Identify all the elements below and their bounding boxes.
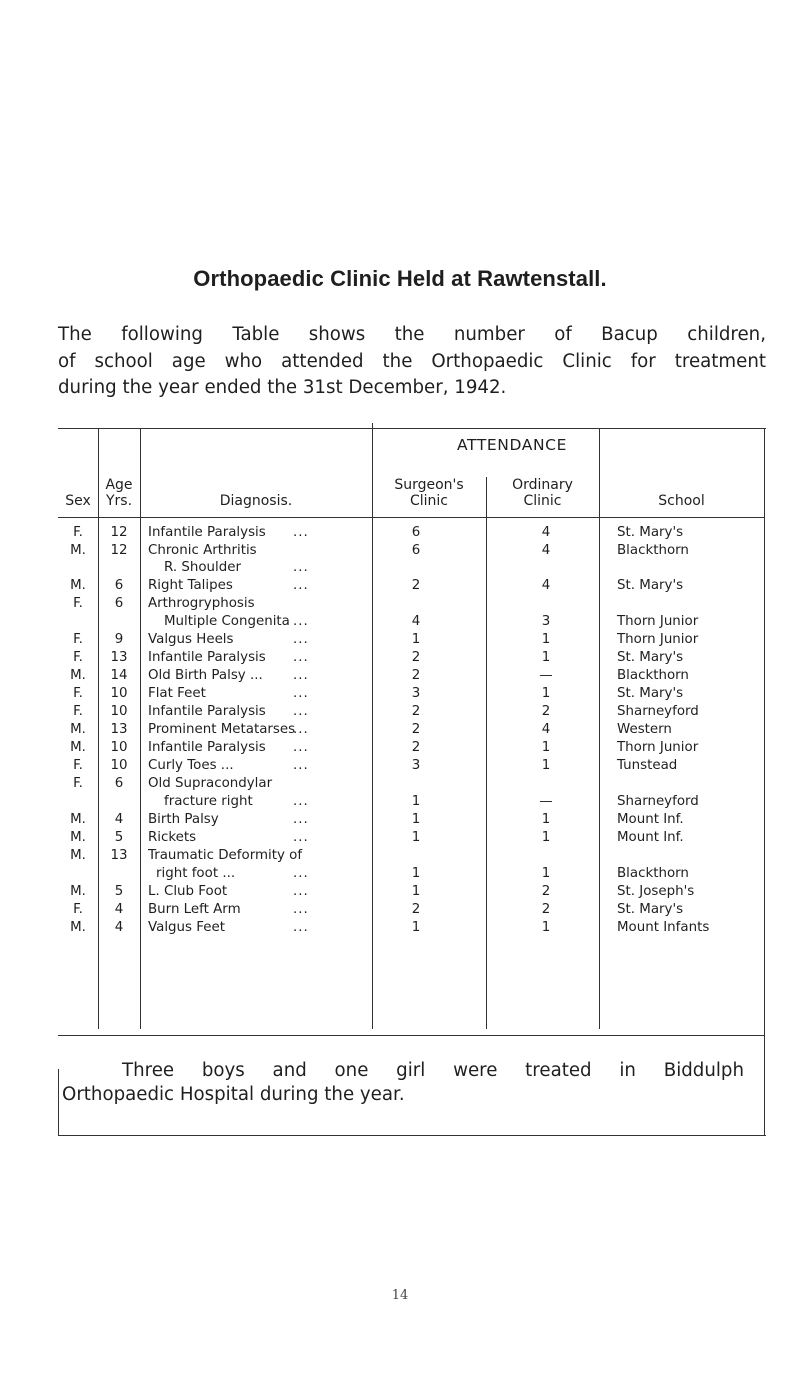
surgeons-clinic-cell: 2 <box>411 578 421 593</box>
sex-cell: F. <box>73 758 83 773</box>
surgeons-clinic-cell: 2 <box>411 650 421 665</box>
leader-dots: ... <box>293 758 309 773</box>
ordinary-clinic-cell: 1 <box>541 740 551 755</box>
surgeons-clinic-cell: 1 <box>411 812 421 827</box>
header-surgeons-line1: Surgeon's <box>394 477 464 493</box>
sex-cell: M. <box>70 920 86 935</box>
surgeons-clinic-cell: 2 <box>411 902 421 917</box>
age-cell: 4 <box>114 812 124 827</box>
leader-dots: ... <box>293 650 309 665</box>
diagnosis-cell: R. Shoulder <box>164 560 241 575</box>
body-rule <box>58 1035 764 1036</box>
sex-cell: F. <box>73 525 83 540</box>
intro-paragraph <box>58 322 766 402</box>
sex-cell: M. <box>70 578 86 593</box>
sex-cell: M. <box>70 812 86 827</box>
diagnosis-cell: Valgus Feet <box>148 920 225 935</box>
school-cell: Mount Inf. <box>617 812 684 827</box>
ordinary-clinic-cell: 1 <box>541 632 551 647</box>
leader-dots: ... <box>293 632 309 647</box>
diagnosis-cell: Burn Left Arm <box>148 902 241 917</box>
age-cell: 10 <box>110 758 128 773</box>
leader-dots: ... <box>293 686 309 701</box>
surgeons-clinic-cell: 1 <box>411 920 421 935</box>
school-cell: St. Joseph's <box>617 884 695 899</box>
sex-cell: M. <box>70 848 86 863</box>
sex-cell: F. <box>73 650 83 665</box>
age-cell: 4 <box>114 920 124 935</box>
header-diagnosis: Diagnosis. <box>219 493 293 509</box>
sex-cell: M. <box>70 722 86 737</box>
leader-dots: ... <box>293 740 309 755</box>
sex-cell: F. <box>73 632 83 647</box>
ordinary-clinic-cell: 1 <box>541 758 551 773</box>
page-title: Orthopaedic Clinic Held at Rawtenstall. <box>193 266 607 291</box>
column-rule <box>486 477 487 1029</box>
surgeons-clinic-cell: 6 <box>411 525 421 540</box>
diagnosis-cell: Infantile Paralysis <box>148 704 266 719</box>
leader-dots: ... <box>293 578 309 593</box>
attendance-table <box>58 428 766 1136</box>
age-cell: 10 <box>110 740 128 755</box>
header-age <box>98 477 140 509</box>
surgeons-clinic-cell: 4 <box>411 614 421 629</box>
school-cell: Blackthorn <box>617 668 689 683</box>
ordinary-clinic-cell: 4 <box>541 525 551 540</box>
ordinary-clinic-cell: 1 <box>541 920 551 935</box>
school-cell: Blackthorn <box>617 543 689 558</box>
diagnosis-cell: Infantile Paralysis <box>148 740 266 755</box>
age-cell: 13 <box>110 722 128 737</box>
leader-dots: ... <box>293 704 309 719</box>
diagnosis-cell: Old Supracondylar <box>148 776 273 791</box>
sex-cell: M. <box>70 740 86 755</box>
school-cell: Blackthorn <box>617 866 689 881</box>
age-cell: 14 <box>110 668 128 683</box>
header-rule <box>58 517 764 518</box>
header-surgeons-line2: Clinic <box>409 493 448 509</box>
ordinary-clinic-cell: 4 <box>541 578 551 593</box>
age-cell: 10 <box>110 704 128 719</box>
leader-dots: ... <box>293 830 309 845</box>
diagnosis-cell: L. Club Foot <box>148 884 228 899</box>
age-cell: 13 <box>110 650 128 665</box>
school-cell: St. Mary's <box>617 686 684 701</box>
ordinary-clinic-cell: — <box>539 794 553 809</box>
diagnosis-cell: Right Talipes <box>148 578 233 593</box>
sex-cell: M. <box>70 884 86 899</box>
leader-dots: ... <box>293 902 309 917</box>
school-cell: Thorn Junior <box>617 632 699 647</box>
school-cell: Western <box>617 722 672 737</box>
surgeons-clinic-cell: 3 <box>411 686 421 701</box>
header-ordinary-line1: Ordinary <box>512 477 573 493</box>
table-footnote <box>58 1059 766 1107</box>
school-cell: Mount Infants <box>617 920 710 935</box>
age-cell: 10 <box>110 686 128 701</box>
age-cell: 9 <box>114 632 124 647</box>
diagnosis-cell: fracture right <box>164 794 253 809</box>
age-cell: 12 <box>110 525 128 540</box>
age-cell: 4 <box>114 902 124 917</box>
age-cell: 5 <box>114 830 124 845</box>
sex-cell: M. <box>70 830 86 845</box>
diagnosis-cell: Traumatic Deformity of <box>148 848 303 863</box>
leader-dots: ... <box>293 668 309 683</box>
diagnosis-cell: right foot ... <box>156 866 236 881</box>
age-cell: 6 <box>114 578 124 593</box>
surgeons-clinic-cell: 2 <box>411 704 421 719</box>
diagnosis-cell: Chronic Arthritis <box>148 543 257 558</box>
surgeons-clinic-cell: 2 <box>411 740 421 755</box>
leader-dots: ... <box>293 722 309 737</box>
school-cell: St. Mary's <box>617 525 684 540</box>
surgeons-clinic-cell: 3 <box>411 758 421 773</box>
header-age-line2: Yrs. <box>105 493 133 509</box>
ordinary-clinic-cell: 1 <box>541 830 551 845</box>
school-cell: St. Mary's <box>617 578 684 593</box>
ordinary-clinic-cell: 4 <box>541 722 551 737</box>
ordinary-clinic-cell: 1 <box>541 650 551 665</box>
school-cell: St. Mary's <box>617 902 684 917</box>
age-cell: 6 <box>114 596 124 611</box>
page-number: 14 <box>391 1288 409 1303</box>
age-cell: 12 <box>110 543 128 558</box>
school-cell: Thorn Junior <box>617 614 699 629</box>
sex-cell: F. <box>73 596 83 611</box>
ordinary-clinic-cell: 2 <box>541 884 551 899</box>
school-cell: Sharneyford <box>617 794 699 809</box>
leader-dots: ... <box>293 866 309 881</box>
intro-line: of school age who attended the Orthopaedic Clinic for treatment <box>58 350 766 372</box>
diagnosis-cell: Valgus Heels <box>148 632 234 647</box>
surgeons-clinic-cell: 2 <box>411 722 421 737</box>
footnote-line: Three boys and one girl were treated in Biddulph <box>122 1060 744 1081</box>
ordinary-clinic-cell: 3 <box>541 614 551 629</box>
intro-line: during the year ended the 31st December, 1942. <box>58 377 507 398</box>
header-surgeons-clinic <box>372 477 486 509</box>
school-cell: Tunstead <box>617 758 678 773</box>
ordinary-clinic-cell: 4 <box>541 543 551 558</box>
diagnosis-cell: Prominent Metatarses <box>148 722 296 737</box>
header-sex: Sex <box>65 493 91 509</box>
leader-dots: ... <box>293 560 309 575</box>
diagnosis-cell: Flat Feet <box>148 686 206 701</box>
ordinary-clinic-cell: 1 <box>541 686 551 701</box>
sex-cell: M. <box>70 668 86 683</box>
ordinary-clinic-cell: 1 <box>541 866 551 881</box>
surgeons-clinic-cell: 1 <box>411 884 421 899</box>
surgeons-clinic-cell: 1 <box>411 830 421 845</box>
diagnosis-cell: Arthrogryphosis <box>148 596 255 611</box>
surgeons-clinic-cell: 6 <box>411 543 421 558</box>
leader-dots: ... <box>293 794 309 809</box>
sex-cell: F. <box>73 704 83 719</box>
header-ordinary-clinic <box>486 477 599 509</box>
sex-cell: F. <box>73 776 83 791</box>
header-attendance: ATTENDANCE <box>457 436 567 454</box>
column-rule <box>599 429 600 1029</box>
ordinary-clinic-cell: — <box>539 668 553 683</box>
header-ordinary-line2: Clinic <box>523 493 562 509</box>
diagnosis-cell: Multiple Congenita <box>164 614 290 629</box>
sex-cell: F. <box>73 902 83 917</box>
column-rule <box>140 429 141 1029</box>
header-school: School <box>658 493 705 509</box>
surgeons-clinic-cell: 1 <box>411 632 421 647</box>
ordinary-clinic-cell: 2 <box>541 902 551 917</box>
sex-cell: F. <box>73 686 83 701</box>
school-cell: St. Mary's <box>617 650 684 665</box>
diagnosis-cell: Infantile Paralysis <box>148 525 266 540</box>
school-cell: Thorn Junior <box>617 740 699 755</box>
leader-dots: ... <box>293 884 309 899</box>
age-cell: 13 <box>110 848 128 863</box>
age-cell: 5 <box>114 884 124 899</box>
header-age-line1: Age <box>105 477 133 493</box>
leader-dots: ... <box>293 812 309 827</box>
diagnosis-cell: Rickets <box>148 830 197 845</box>
surgeons-clinic-cell: 1 <box>411 794 421 809</box>
diagnosis-cell: Birth Palsy <box>148 812 219 827</box>
diagnosis-cell: Old Birth Palsy ... <box>148 668 263 683</box>
leader-dots: ... <box>293 525 309 540</box>
intro-line: The following Table shows the number of Bacup children, <box>58 324 766 345</box>
surgeons-clinic-cell: 2 <box>411 668 421 683</box>
footnote-line: Orthopaedic Hospital during the year. <box>62 1084 405 1105</box>
diagnosis-cell: Curly Toes ... <box>148 758 234 773</box>
age-cell: 6 <box>114 776 124 791</box>
school-cell: Sharneyford <box>617 704 699 719</box>
surgeons-clinic-cell: 1 <box>411 866 421 881</box>
school-cell: Mount Inf. <box>617 830 684 845</box>
leader-dots: ... <box>293 920 309 935</box>
ordinary-clinic-cell: 1 <box>541 812 551 827</box>
leader-dots: ... <box>293 614 309 629</box>
diagnosis-cell: Infantile Paralysis <box>148 650 266 665</box>
sex-cell: M. <box>70 543 86 558</box>
ordinary-clinic-cell: 2 <box>541 704 551 719</box>
